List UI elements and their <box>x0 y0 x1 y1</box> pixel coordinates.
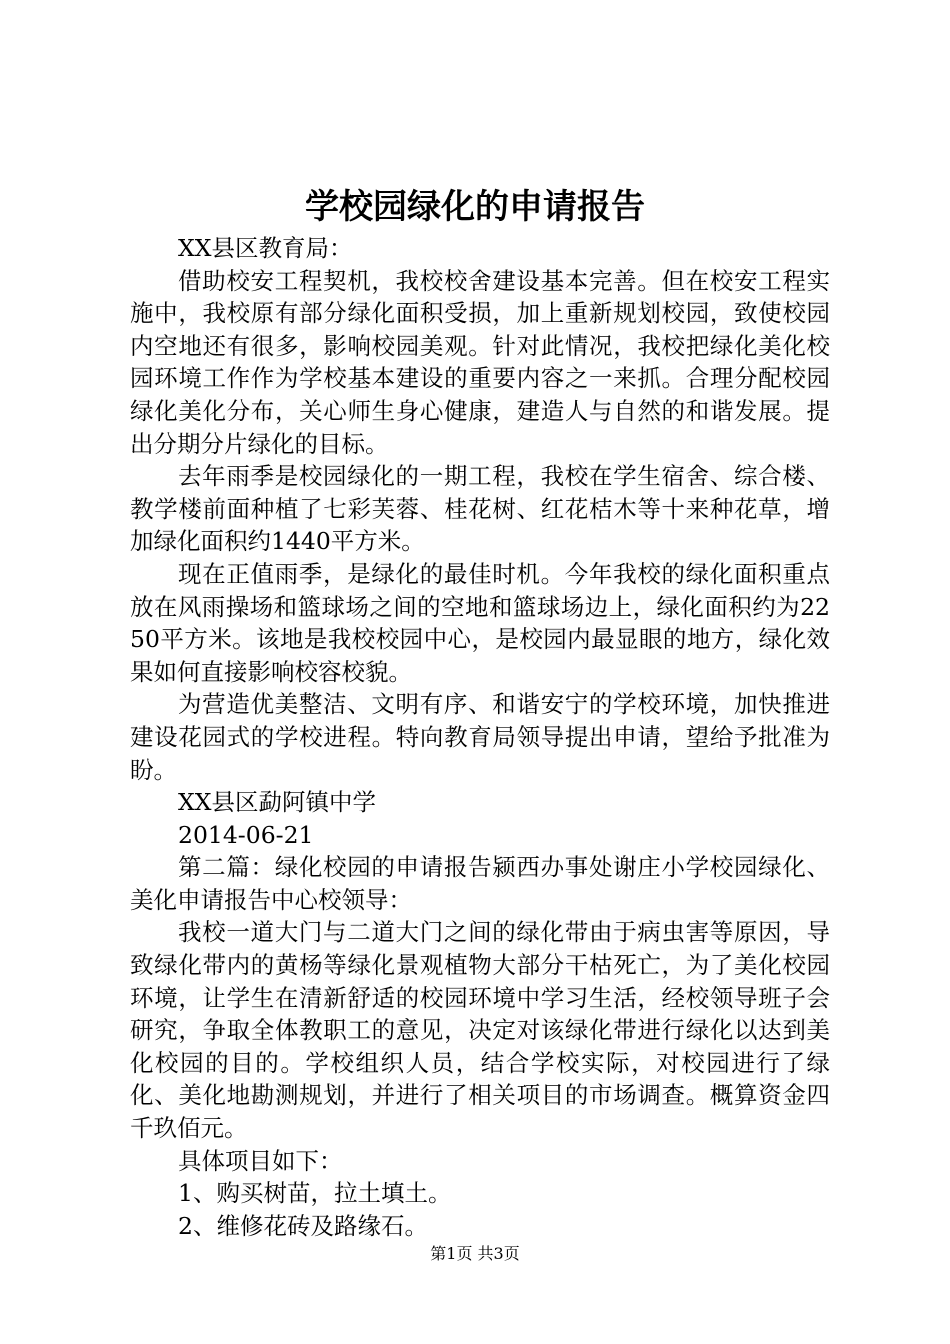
section-heading: 第二篇：绿化校园的申请报告颍西办事处谢庄小学校园绿化、美化申请报告中心校领导： <box>130 853 830 914</box>
document-body <box>130 232 830 1242</box>
body-paragraph: 我校一道大门与二道大门之间的绿化带由于病虫害等原因，导致绿化带内的黄杨等绿化景观植物大部分干枯死亡，为了美化校园环境，让学生在清新舒适的校园环境中学习生活，经校领导班子会研究，争取全体教职工的意见，决定对该绿化带进行绿化以达到美化校园的目的。学校组织人员，结合学校实际，对校园进行了绿化、美化地勘测规划，并进行了相关项目的市场调查。概算资金四千玖佰元。 <box>130 918 830 1143</box>
body-paragraph: 借助校安工程契机，我校校舍建设基本完善。但在校安工程实施中，我校原有部分绿化面积受损，加上重新规划校园，致使校园内空地还有很多，影响校园美观。针对此情况，我校把绿化美化校园环境工作作为学校基本建设的重要内容之一来抓。合理分配校园绿化美化分布，关心师生身心健康，建造人与自然的和谐发展。提出分期分片绿化的目标。 <box>130 266 830 458</box>
list-item: 1、购买树苗，拉土填土。 <box>178 1179 452 1208</box>
signature-date: 2014-06-21 <box>178 820 314 849</box>
signature-school: XX县区勐阿镇中学 <box>178 788 376 817</box>
body-paragraph: 为营造优美整洁、文明有序、和谐安宁的学校环境，加快推进建设花园式的学校进程。特向教育局领导提出申请，望给予批准为盼。 <box>130 690 830 784</box>
list-item: 2、维修花砖及路缘石。 <box>178 1211 428 1240</box>
salutation: XX县区教育局： <box>178 234 353 262</box>
list-intro: 具体项目如下： <box>178 1146 343 1175</box>
page-footer: 第1页 共3页 <box>430 1244 520 1263</box>
body-paragraph: 现在正值雨季，是绿化的最佳时机。今年我校的绿化面积重点放在风雨操场和篮球场之间的空地和篮球场边上，绿化面积约为2250平方米。该地是我校校园中心，是校园内最显眼的地方，绿化效果如何直接影响校容校貌。 <box>130 559 830 686</box>
body-paragraph: 去年雨季是校园绿化的一期工程，我校在学生宿舍、综合楼、教学楼前面种植了七彩芙蓉、桂花树、红花桔木等十来种花草，增加绿化面积约1440平方米。 <box>130 462 830 556</box>
document-title: 学校园绿化的申请报告 <box>305 187 645 227</box>
